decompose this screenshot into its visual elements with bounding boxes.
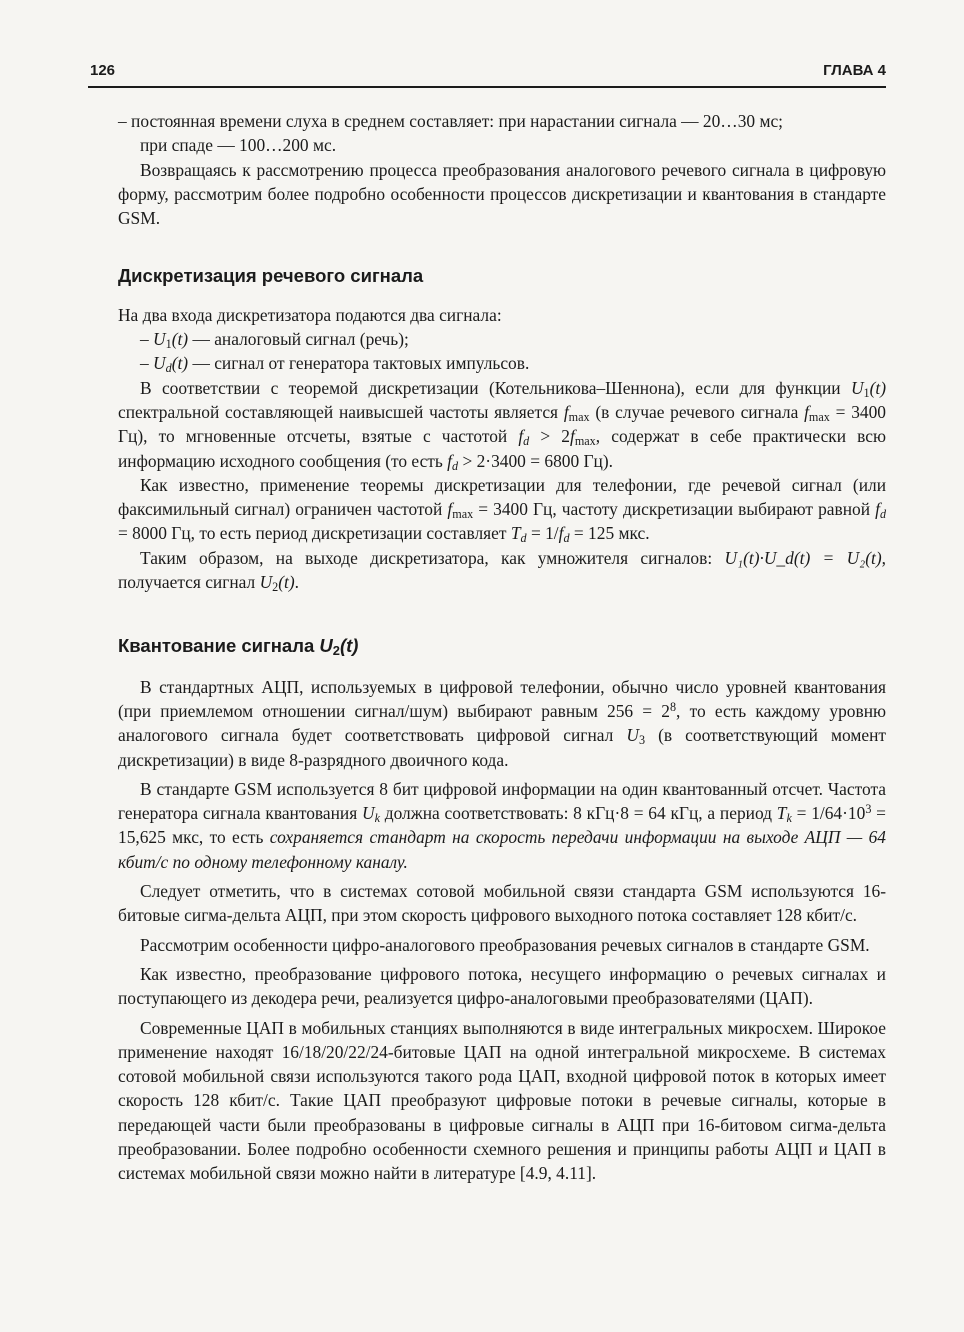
hearing-constant-item: – постоянная времени слуха в среднем составляет: при нарастании сигнала — 20…30 мс; при спаде — 100…200 мс. [118, 111, 783, 156]
page-number: 126 [90, 62, 116, 79]
page-body [118, 109, 886, 1186]
list-item-clock: – $U_d(t)$ — сигнал от генератора тактовых импульсов. [140, 353, 530, 376]
paragraph-sigma-delta: Следует отметить, что в системах сотовой мобильной связи стандарта GSM используются 16-битовые сигма-дельта АЦП, при этом скорость цифрового выходного потока составляет 128 кбит/с. [118, 881, 886, 926]
paragraph-theorem: В соответствии с теоремой дискретизации (Котельникова–Шеннона), если для функции $U_1(t)$ спектральной составляющей наивысшей частоты является $f_{max}$ (в случае речевого сигнала $f_{max} = 3400$ Гц), то мгновенные отсчеты, взятые с частотой $f_d > 2f_{max}$, содержат в себе практически всю информацию исходного сообщения (то есть $f_d > 2\cdot 3400 = 6800$ Гц). [118, 377, 886, 473]
page-header [88, 58, 886, 88]
paragraph-gsm-8bit: В стандарте GSM используется 8 бит цифровой информации на один квантованный отсчет. Частота генератора сигнала квантования $U_k$ должна соответствовать: 8 кГц·8 = 64 кГц, а период $T_k = 1/64\cdot 10^3 = 15,625$ мкс, то есть сохраняется стандарт на скорость передачи информации на выходе АЦП — 64 кбит/с по одному телефонному каналу. [118, 778, 886, 872]
multiplier-formula: U₁(t)·U_d(t) = U₂(t) [724, 547, 882, 568]
paragraph-return: Возвращаясь к рассмотрению процесса преобразования аналогового речевого сигнала в цифровую форму, рассмотрим более подробно особенности процессов дискретизации и квантования в стандарте GSM. [118, 159, 886, 229]
paragraph-dac-modern: Современные ЦАП в мобильных станциях выполняются в виде интегральных микросхем. Широкое применение находят 16/18/20/22/24-битовые ЦАП на одной интегральной микросхеме. В системах сотовой мобильной связи используются такого рода ЦАП, входной цифровой поток в которых имеет скорость 128 кбит/с. Такие ЦАП преобразуют цифровые потоки в речевые сигналы, которые в передающей части были преобразованы в цифровые сигналы в АЦП при 16-битовом сигма-дельта преобразовании. Более подробно особенности схемного решения и принципы работы АЦП и ЦАП в системах мобильной связи можно найти в литературе [4.9, 4.11]. [118, 1017, 886, 1184]
paragraph-output: Таким образом, на выходе дискретизатора, как умножителя сигналов: U₁(t)·U_d(t) = U₂(t), получается сигнал $U_2(t)$. [118, 547, 886, 595]
paragraph-dac-intro: Рассмотрим особенности цифро-аналогового преобразования речевых сигналов в стандарте GSM. [140, 934, 870, 955]
chapter-title: ГЛАВА 4 [823, 62, 886, 79]
list-item-analog: – $U_1(t)$ — аналоговый сигнал (речь); [140, 329, 409, 352]
paragraph-telephony: Как известно, применение теоремы дискретизации для телефонии, где речевой сигнал (или факсимильный сигнал) ограничен частотой $f_{max} = 3400$ Гц, частоту дискретизации выбирают равной $f_d = 8000$ Гц, то есть период дискретизации составляет $T_d = 1/f_d = 125$ мкс. [118, 474, 887, 546]
paragraph-adc-levels: В стандартных АЦП, используемых в цифровой телефонии, обычно число уровней квантования (при приемлемом отношении сигнал/шум) выбирают равным $256 = 2^8$, то есть каждому уровню аналогового сигнала будет соответствовать цифровой сигнал $U_3$ (в соответствующий момент дискретизации) в виде 8-разрядного двоичного кода. [118, 676, 886, 770]
paragraph-inputs: На два входа дискретизатора подаются два сигнала: [118, 304, 502, 325]
heading-sampling: Дискретизация речевого сигнала [118, 265, 424, 287]
inputs-block [118, 303, 886, 376]
paragraph-dac-known: Как известно, преобразование цифрового потока, несущего информацию о речевых сигналах и поступающего из декодера речи, реализуется цифро-аналоговыми преобразователями (ЦАП). [118, 963, 886, 1009]
heading-quantization: Квантование сигнала $U_2(t)$ [118, 635, 359, 659]
